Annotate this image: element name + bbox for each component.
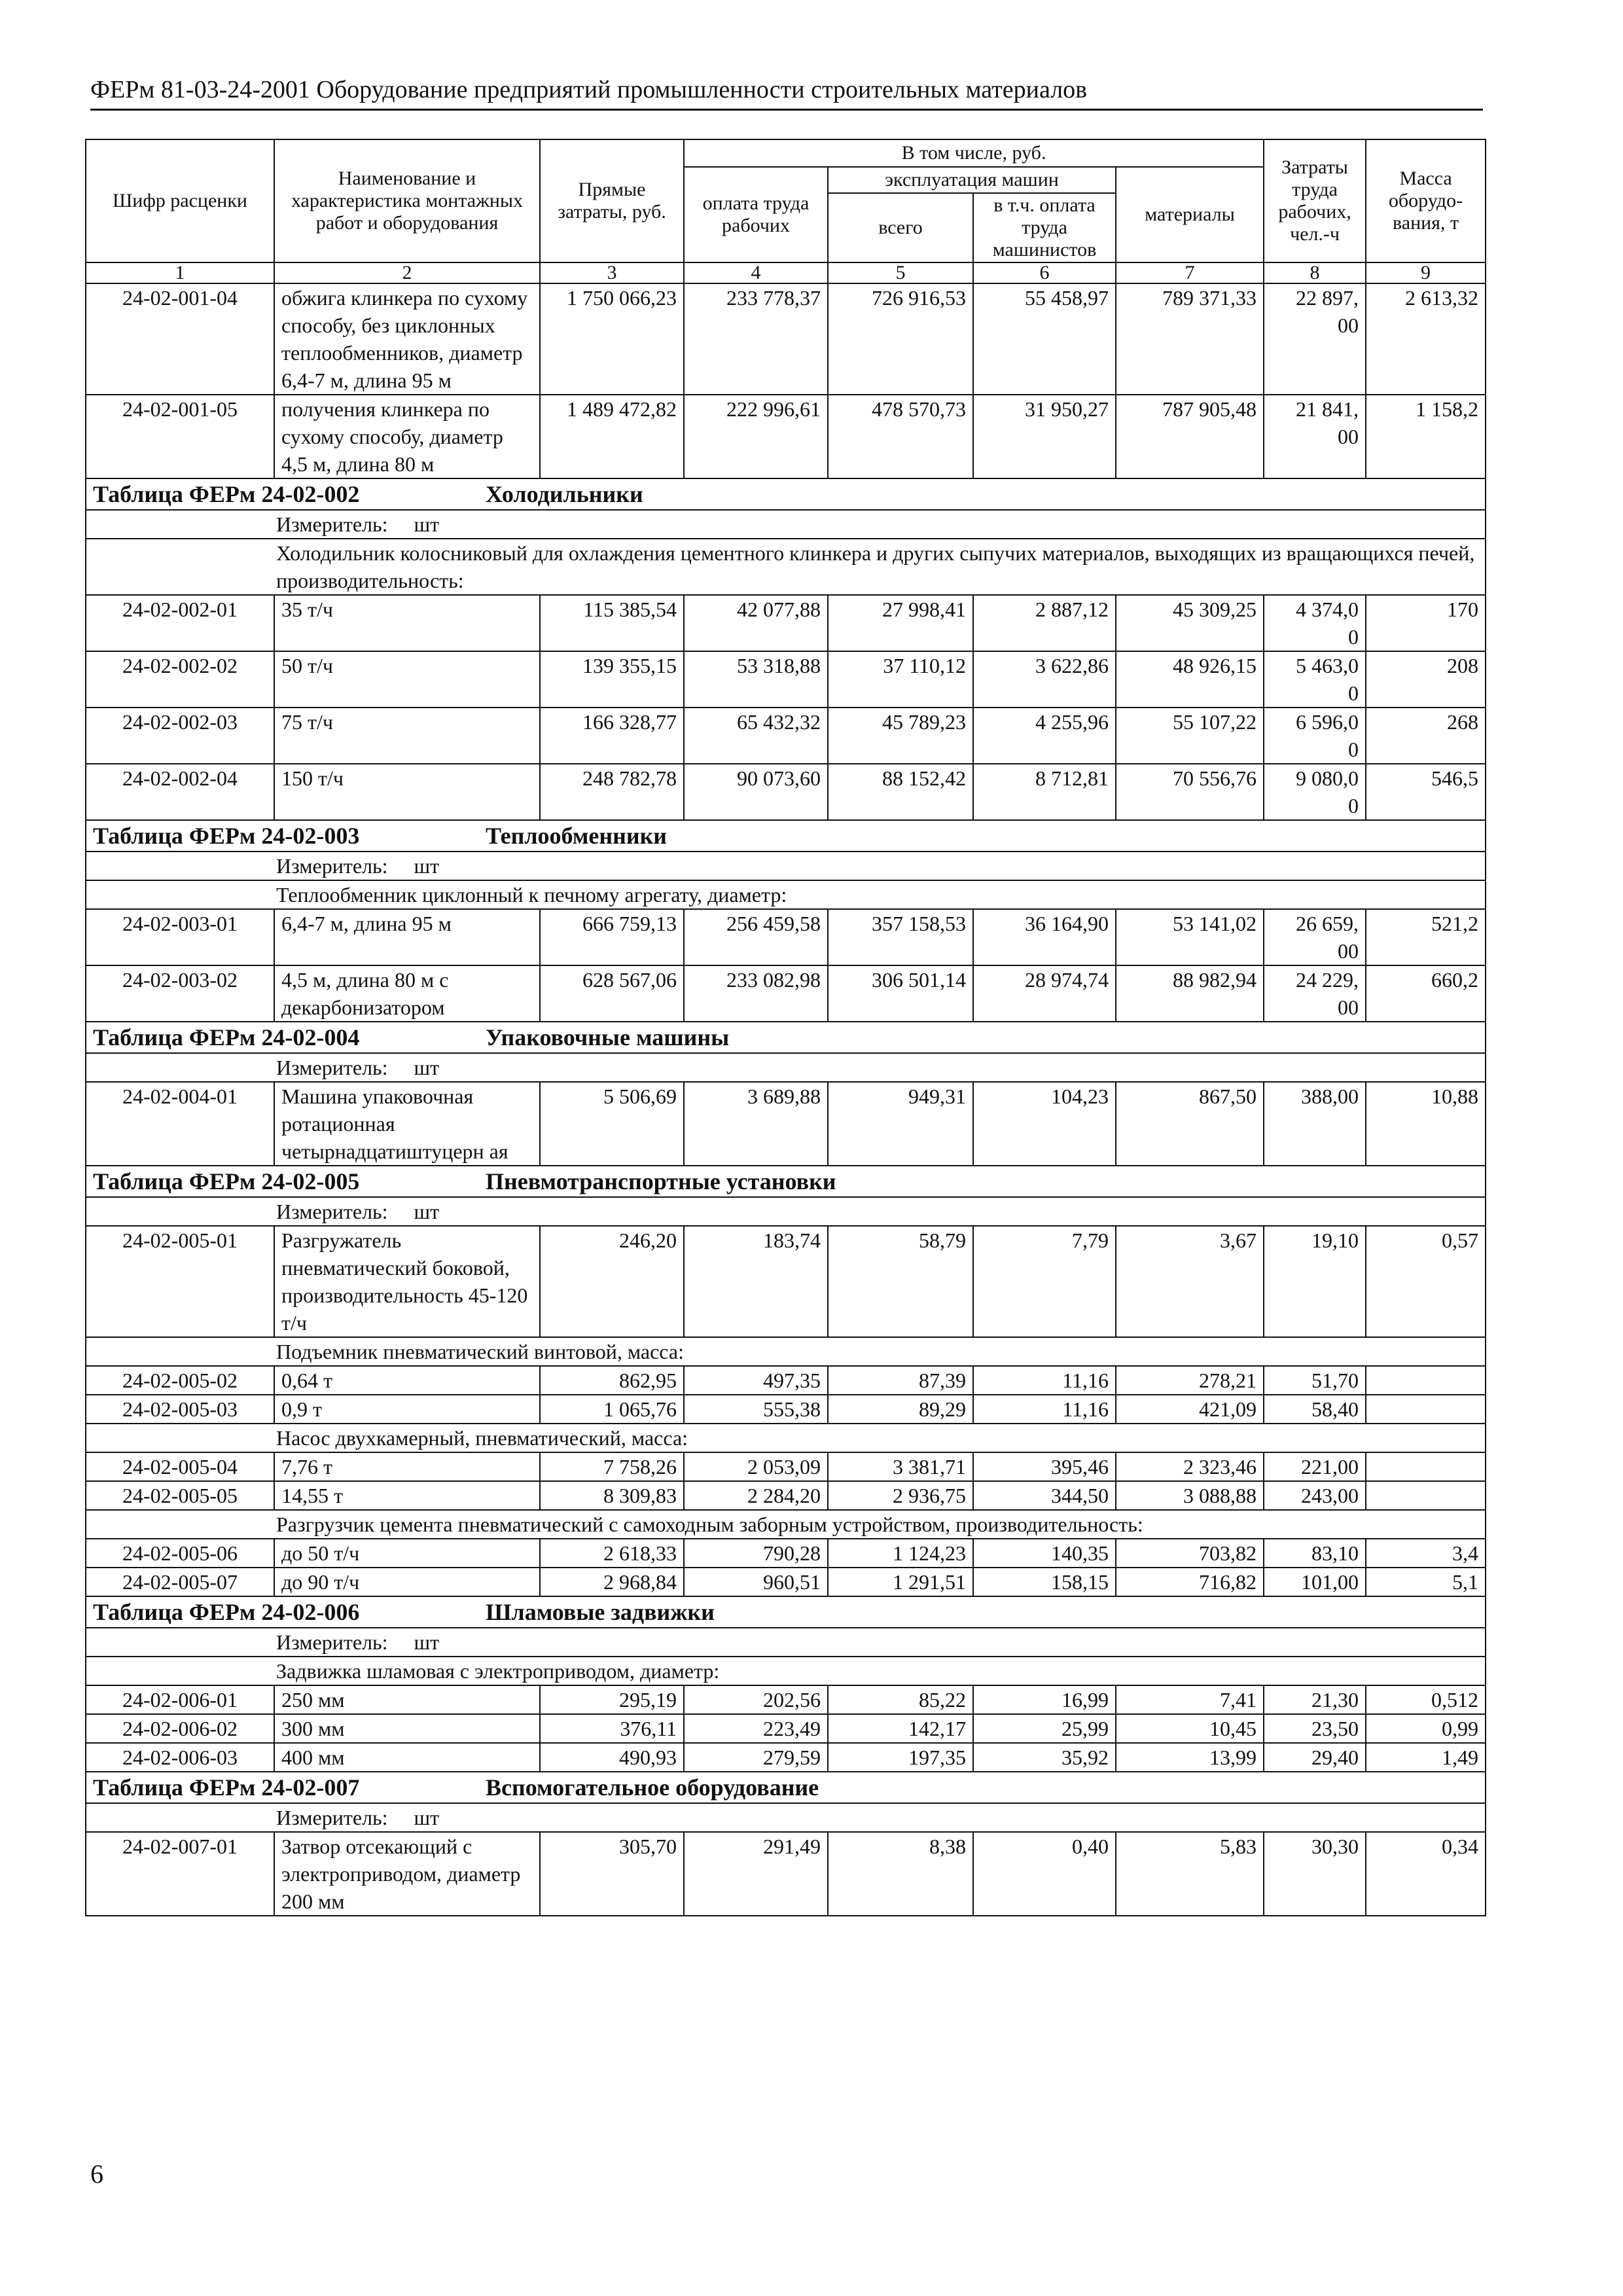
table-head: [86, 139, 1486, 283]
machines-total-cell: 87,39: [828, 1366, 973, 1395]
table-row: [86, 1743, 1486, 1772]
equipment-mass-cell: 0,512: [1366, 1685, 1486, 1714]
machines-total-cell: 949,31: [828, 1082, 973, 1166]
equipment-mass-cell: 3,4: [1366, 1539, 1486, 1568]
col-total-header: всего: [828, 193, 973, 262]
col-number: 1: [86, 262, 274, 283]
table-title: [86, 1772, 1486, 1803]
table-row: [86, 1568, 1486, 1596]
table-number: Таблица ФЕРм 24-02-003: [93, 823, 360, 849]
direct-costs-cell: 862,95: [540, 1366, 684, 1395]
work-name-cell: 400 мм: [274, 1743, 540, 1772]
unit-label: Измеритель:: [276, 854, 388, 878]
work-name-cell: 0,9 т: [274, 1395, 540, 1424]
unit-cell: [86, 510, 1486, 539]
labor-hours-cell: 4 374,0 0: [1264, 595, 1366, 651]
table-row: [86, 909, 1486, 965]
machines-total-cell: 27 998,41: [828, 595, 973, 651]
direct-costs-cell: 1 065,76: [540, 1395, 684, 1424]
work-name-cell: 150 т/ч: [274, 764, 540, 820]
direct-costs-cell: 376,11: [540, 1714, 684, 1743]
operators-wages-cell: 11,16: [973, 1395, 1116, 1424]
unit-label: Измеритель:: [276, 1056, 388, 1079]
direct-costs-cell: 139 355,15: [540, 651, 684, 708]
unit-row: [86, 1197, 1486, 1226]
table-row: [86, 1226, 1486, 1337]
work-name-cell: обжига клинкера по сухому способу, без циклонных теплообменников, диаметр 6,4-7 м, длина 95 м: [274, 283, 540, 395]
labor-hours-cell: 29,40: [1264, 1743, 1366, 1772]
labor-hours-cell: 388,00: [1264, 1082, 1366, 1166]
direct-costs-cell: 1 750 066,23: [540, 283, 684, 395]
rate-code-cell: 24-02-002-01: [86, 595, 274, 651]
table-number: Таблица ФЕРм 24-02-007: [93, 1774, 360, 1801]
wages-cell: 222 996,61: [684, 395, 828, 478]
unit-value: шт: [414, 1200, 440, 1223]
labor-hours-cell: 21,30: [1264, 1685, 1366, 1714]
table-number: Таблица ФЕРм 24-02-005: [93, 1168, 360, 1194]
operators-wages-cell: 2 887,12: [973, 595, 1116, 651]
rate-code-cell: 24-02-001-05: [86, 395, 274, 478]
equipment-mass-cell: [1366, 1481, 1486, 1510]
rate-code-cell: 24-02-003-01: [86, 909, 274, 965]
rate-code-cell: 24-02-002-02: [86, 651, 274, 708]
table-title-row: [86, 820, 1486, 852]
rate-code-cell: 24-02-006-02: [86, 1714, 274, 1743]
equipment-mass-cell: 0,57: [1366, 1226, 1486, 1337]
col-name-header: Наименование и характеристика монтажных работ и оборудования: [274, 139, 540, 262]
rate-code-cell: 24-02-006-03: [86, 1743, 274, 1772]
group-row: [86, 1510, 1486, 1539]
machines-total-cell: 85,22: [828, 1685, 973, 1714]
col-number: 8: [1264, 262, 1366, 283]
unit-label: Измеритель:: [276, 1630, 388, 1654]
materials-cell: 70 556,76: [1116, 764, 1264, 820]
direct-costs-cell: 295,19: [540, 1685, 684, 1714]
wages-cell: 960,51: [684, 1568, 828, 1596]
operators-wages-cell: 25,99: [973, 1714, 1116, 1743]
operators-wages-cell: 395,46: [973, 1452, 1116, 1481]
table-row: [86, 1832, 1486, 1916]
rate-code-cell: 24-02-004-01: [86, 1082, 274, 1166]
col-wages-header: оплата труда рабочих: [684, 167, 828, 262]
table-title-row: [86, 1022, 1486, 1053]
unit-label: Измеритель:: [276, 1200, 388, 1223]
table-row: [86, 1481, 1486, 1510]
table-title: [86, 1596, 1486, 1628]
machines-total-cell: 197,35: [828, 1743, 973, 1772]
unit-cell: [86, 1803, 1486, 1832]
unit-label: Измеритель:: [276, 512, 388, 536]
labor-hours-cell: 24 229, 00: [1264, 965, 1366, 1022]
unit-row: [86, 1628, 1486, 1657]
materials-cell: 10,45: [1116, 1714, 1264, 1743]
page-number: 6: [90, 2159, 103, 2189]
wages-cell: 183,74: [684, 1226, 828, 1337]
work-name-cell: 7,76 т: [274, 1452, 540, 1481]
machines-total-cell: 37 110,12: [828, 651, 973, 708]
col-machines-header: эксплуатация машин: [828, 167, 1116, 193]
materials-cell: 53 141,02: [1116, 909, 1264, 965]
table-title: [86, 1166, 1486, 1197]
direct-costs-cell: 8 309,83: [540, 1481, 684, 1510]
table-title-row: [86, 478, 1486, 510]
unit-row: [86, 510, 1486, 539]
labor-hours-cell: 51,70: [1264, 1366, 1366, 1395]
equipment-mass-cell: 1,49: [1366, 1743, 1486, 1772]
unit-value: шт: [414, 1056, 440, 1079]
machines-total-cell: 3 381,71: [828, 1452, 973, 1481]
materials-cell: 3 088,88: [1116, 1481, 1264, 1510]
table-name: Холодильники: [486, 481, 643, 507]
direct-costs-cell: 5 506,69: [540, 1082, 684, 1166]
table-row: [86, 1082, 1486, 1166]
col-number: 3: [540, 262, 684, 283]
unit-cell: [86, 1197, 1486, 1226]
col-labor-header: Затраты труда рабочих, чел.-ч: [1264, 139, 1366, 262]
col-number: 4: [684, 262, 828, 283]
wages-cell: 291,49: [684, 1832, 828, 1916]
group-row: [86, 1657, 1486, 1685]
operators-wages-cell: 35,92: [973, 1743, 1116, 1772]
operators-wages-cell: 140,35: [973, 1539, 1116, 1568]
work-name-cell: 14,55 т: [274, 1481, 540, 1510]
machines-total-cell: 478 570,73: [828, 395, 973, 478]
materials-cell: 421,09: [1116, 1395, 1264, 1424]
col-incl-header: В том числе, руб.: [684, 139, 1264, 167]
materials-cell: 13,99: [1116, 1743, 1264, 1772]
work-name-cell: 75 т/ч: [274, 708, 540, 764]
col-number: 5: [828, 262, 973, 283]
unit-label: Измеритель:: [276, 1806, 388, 1829]
labor-hours-cell: 5 463,0 0: [1264, 651, 1366, 708]
work-name-cell: 50 т/ч: [274, 651, 540, 708]
table-name: Упаковочные машины: [486, 1024, 730, 1050]
wages-cell: 279,59: [684, 1743, 828, 1772]
operators-wages-cell: 16,99: [973, 1685, 1116, 1714]
equipment-mass-cell: [1366, 1452, 1486, 1481]
direct-costs-cell: 166 328,77: [540, 708, 684, 764]
work-name-cell: до 50 т/ч: [274, 1539, 540, 1568]
table-title-row: [86, 1596, 1486, 1628]
operators-wages-cell: 8 712,81: [973, 764, 1116, 820]
unit-value: шт: [414, 1630, 440, 1654]
machines-total-cell: 45 789,23: [828, 708, 973, 764]
machines-total-cell: 1 291,51: [828, 1568, 973, 1596]
materials-cell: 787 905,48: [1116, 395, 1264, 478]
rate-code-cell: 24-02-005-02: [86, 1366, 274, 1395]
wages-cell: 497,35: [684, 1366, 828, 1395]
table-number: Таблица ФЕРм 24-02-002: [93, 481, 360, 507]
labor-hours-cell: 22 897, 00: [1264, 283, 1366, 395]
wages-cell: 233 778,37: [684, 283, 828, 395]
table-row: [86, 1366, 1486, 1395]
table-row: [86, 764, 1486, 820]
wages-cell: 555,38: [684, 1395, 828, 1424]
materials-cell: 45 309,25: [1116, 595, 1264, 651]
direct-costs-cell: 666 759,13: [540, 909, 684, 965]
table-body: [86, 283, 1486, 1916]
machines-total-cell: 357 158,53: [828, 909, 973, 965]
labor-hours-cell: 6 596,0 0: [1264, 708, 1366, 764]
unit-value: шт: [414, 512, 440, 536]
col-direct-header: Прямые затраты, руб.: [540, 139, 684, 262]
direct-costs-cell: 490,93: [540, 1743, 684, 1772]
labor-hours-cell: 58,40: [1264, 1395, 1366, 1424]
table-title-row: [86, 1166, 1486, 1197]
rate-code-cell: 24-02-005-07: [86, 1568, 274, 1596]
machines-total-cell: 726 916,53: [828, 283, 973, 395]
equipment-mass-cell: 2 613,32: [1366, 283, 1486, 395]
operators-wages-cell: 7,79: [973, 1226, 1116, 1337]
machines-total-cell: 8,38: [828, 1832, 973, 1916]
labor-hours-cell: 30,30: [1264, 1832, 1366, 1916]
direct-costs-cell: 115 385,54: [540, 595, 684, 651]
group-heading: Подъемник пневматический винтовой, масса:: [86, 1337, 1486, 1366]
rate-code-cell: 24-02-005-03: [86, 1395, 274, 1424]
operators-wages-cell: 3 622,86: [973, 651, 1116, 708]
col-number: 7: [1116, 262, 1264, 283]
materials-cell: 55 107,22: [1116, 708, 1264, 764]
rate-code-cell: 24-02-003-02: [86, 965, 274, 1022]
table-row: [86, 1685, 1486, 1714]
work-name-cell: 35 т/ч: [274, 595, 540, 651]
rate-code-cell: 24-02-005-06: [86, 1539, 274, 1568]
wages-cell: 2 053,09: [684, 1452, 828, 1481]
wages-cell: 233 082,98: [684, 965, 828, 1022]
unit-cell: [86, 1628, 1486, 1657]
col-operators-header: в т.ч. оплата труда машинистов: [973, 193, 1116, 262]
group-row: [86, 880, 1486, 909]
rate-code-cell: 24-02-005-01: [86, 1226, 274, 1337]
page-header: ФЕРм 81-03-24-2001 Оборудование предприятий промышленности строительных материалов: [90, 73, 1483, 111]
group-row: [86, 1337, 1486, 1366]
unit-row: [86, 1053, 1486, 1082]
materials-cell: 3,67: [1116, 1226, 1264, 1337]
rate-code-cell: 24-02-002-04: [86, 764, 274, 820]
labor-hours-cell: 243,00: [1264, 1481, 1366, 1510]
operators-wages-cell: 55 458,97: [973, 283, 1116, 395]
rate-code-cell: 24-02-005-04: [86, 1452, 274, 1481]
unit-cell: [86, 1053, 1486, 1082]
machines-total-cell: 1 124,23: [828, 1539, 973, 1568]
wages-cell: 3 689,88: [684, 1082, 828, 1166]
wages-cell: 65 432,32: [684, 708, 828, 764]
materials-cell: 5,83: [1116, 1832, 1264, 1916]
unit-value: шт: [414, 854, 440, 878]
operators-wages-cell: 28 974,74: [973, 965, 1116, 1022]
machines-total-cell: 58,79: [828, 1226, 973, 1337]
wages-cell: 790,28: [684, 1539, 828, 1568]
direct-costs-cell: 2 618,33: [540, 1539, 684, 1568]
wages-cell: 53 318,88: [684, 651, 828, 708]
operators-wages-cell: 0,40: [973, 1832, 1116, 1916]
work-name-cell: Машина упаковочная ротационная четырнадцатиштуцерн ая: [274, 1082, 540, 1166]
operators-wages-cell: 344,50: [973, 1481, 1116, 1510]
equipment-mass-cell: 268: [1366, 708, 1486, 764]
group-row: [86, 539, 1486, 595]
table-row: [86, 965, 1486, 1022]
equipment-mass-cell: 0,99: [1366, 1714, 1486, 1743]
table-row: [86, 395, 1486, 478]
operators-wages-cell: 158,15: [973, 1568, 1116, 1596]
equipment-mass-cell: 170: [1366, 595, 1486, 651]
group-heading: Задвижка шламовая с электроприводом, диаметр:: [86, 1657, 1486, 1685]
equipment-mass-cell: 521,2: [1366, 909, 1486, 965]
table-number: Таблица ФЕРм 24-02-006: [93, 1599, 360, 1625]
group-heading: Теплообменник циклонный к печному агрегату, диаметр:: [86, 880, 1486, 909]
work-name-cell: Разгружатель пневматический боковой, производительность 45-120 т/ч: [274, 1226, 540, 1337]
equipment-mass-cell: 5,1: [1366, 1568, 1486, 1596]
equipment-mass-cell: 546,5: [1366, 764, 1486, 820]
work-name-cell: 0,64 т: [274, 1366, 540, 1395]
table-name: Теплообменники: [486, 823, 668, 849]
direct-costs-cell: 1 489 472,82: [540, 395, 684, 478]
table-row: [86, 283, 1486, 395]
wages-cell: 256 459,58: [684, 909, 828, 965]
labor-hours-cell: 23,50: [1264, 1714, 1366, 1743]
col-number: 6: [973, 262, 1116, 283]
unit-row: [86, 1803, 1486, 1832]
table-name: Шламовые задвижки: [486, 1599, 715, 1625]
table-row: [86, 651, 1486, 708]
table-row: [86, 1539, 1486, 1568]
col-number: 9: [1366, 262, 1486, 283]
wages-cell: 202,56: [684, 1685, 828, 1714]
materials-cell: 7,41: [1116, 1685, 1264, 1714]
col-materials-header: материалы: [1116, 167, 1264, 262]
operators-wages-cell: 11,16: [973, 1366, 1116, 1395]
direct-costs-cell: 305,70: [540, 1832, 684, 1916]
table-row: [86, 1452, 1486, 1481]
wages-cell: 2 284,20: [684, 1481, 828, 1510]
rate-code-cell: 24-02-002-03: [86, 708, 274, 764]
materials-cell: 2 323,46: [1116, 1452, 1264, 1481]
equipment-mass-cell: 0,34: [1366, 1832, 1486, 1916]
equipment-mass-cell: [1366, 1395, 1486, 1424]
materials-cell: 703,82: [1116, 1539, 1264, 1568]
labor-hours-cell: 21 841, 00: [1264, 395, 1366, 478]
table-title: [86, 478, 1486, 510]
materials-cell: 48 926,15: [1116, 651, 1264, 708]
direct-costs-cell: 628 567,06: [540, 965, 684, 1022]
materials-cell: 278,21: [1116, 1366, 1264, 1395]
rate-code-cell: 24-02-006-01: [86, 1685, 274, 1714]
rates-table: [85, 139, 1486, 1916]
direct-costs-cell: 2 968,84: [540, 1568, 684, 1596]
table-row: [86, 1395, 1486, 1424]
table-title: [86, 820, 1486, 852]
col-number: 2: [274, 262, 540, 283]
rate-code-cell: 24-02-001-04: [86, 283, 274, 395]
rate-code-cell: 24-02-007-01: [86, 1832, 274, 1916]
direct-costs-cell: 248 782,78: [540, 764, 684, 820]
table-title-row: [86, 1772, 1486, 1803]
operators-wages-cell: 4 255,96: [973, 708, 1116, 764]
machines-total-cell: 306 501,14: [828, 965, 973, 1022]
work-name-cell: Затвор отсекающий с электроприводом, диаметр 200 мм: [274, 1832, 540, 1916]
table-number: Таблица ФЕРм 24-02-004: [93, 1024, 360, 1050]
work-name-cell: 6,4-7 м, длина 95 м: [274, 909, 540, 965]
machines-total-cell: 88 152,42: [828, 764, 973, 820]
labor-hours-cell: 221,00: [1264, 1452, 1366, 1481]
wages-cell: 223,49: [684, 1714, 828, 1743]
equipment-mass-cell: 1 158,2: [1366, 395, 1486, 478]
operators-wages-cell: 36 164,90: [973, 909, 1116, 965]
machines-total-cell: 89,29: [828, 1395, 973, 1424]
equipment-mass-cell: 10,88: [1366, 1082, 1486, 1166]
materials-cell: 88 982,94: [1116, 965, 1264, 1022]
operators-wages-cell: 31 950,27: [973, 395, 1116, 478]
unit-value: шт: [414, 1806, 440, 1829]
table-name: Пневмотранспортные установки: [486, 1168, 836, 1194]
group-heading: Холодильник колосниковый для охлаждения цементного клинкера и других сыпучих материалов, выходящих из вращающихся печей, производительность:: [86, 539, 1486, 595]
operators-wages-cell: 104,23: [973, 1082, 1116, 1166]
column-numbers-row: [86, 262, 1486, 283]
work-name-cell: 4,5 м, длина 80 м с декарбонизатором: [274, 965, 540, 1022]
unit-cell: [86, 852, 1486, 880]
group-heading: Насос двухкамерный, пневматический, масса:: [86, 1424, 1486, 1452]
labor-hours-cell: 101,00: [1264, 1568, 1366, 1596]
labor-hours-cell: 19,10: [1264, 1226, 1366, 1337]
table-row: [86, 1714, 1486, 1743]
materials-cell: 716,82: [1116, 1568, 1264, 1596]
equipment-mass-cell: [1366, 1366, 1486, 1395]
table-name: Вспомогательное оборудование: [486, 1774, 819, 1801]
direct-costs-cell: 7 758,26: [540, 1452, 684, 1481]
work-name-cell: до 90 т/ч: [274, 1568, 540, 1596]
table-title: [86, 1022, 1486, 1053]
col-mass-header: Масса оборудо-вания, т: [1366, 139, 1486, 262]
machines-total-cell: 2 936,75: [828, 1481, 973, 1510]
work-name-cell: получения клинкера по сухому способу, диаметр 4,5 м, длина 80 м: [274, 395, 540, 478]
work-name-cell: 250 мм: [274, 1685, 540, 1714]
rate-code-cell: 24-02-005-05: [86, 1481, 274, 1510]
machines-total-cell: 142,17: [828, 1714, 973, 1743]
labor-hours-cell: 83,10: [1264, 1539, 1366, 1568]
group-heading: Разгрузчик цемента пневматический с самоходным заборным устройством, производительность:: [86, 1510, 1486, 1539]
col-code-header: Шифр расценки: [86, 139, 274, 262]
table-row: [86, 708, 1486, 764]
wages-cell: 90 073,60: [684, 764, 828, 820]
wages-cell: 42 077,88: [684, 595, 828, 651]
table-row: [86, 595, 1486, 651]
labor-hours-cell: 26 659, 00: [1264, 909, 1366, 965]
equipment-mass-cell: 660,2: [1366, 965, 1486, 1022]
labor-hours-cell: 9 080,0 0: [1264, 764, 1366, 820]
materials-cell: 867,50: [1116, 1082, 1264, 1166]
work-name-cell: 300 мм: [274, 1714, 540, 1743]
unit-row: [86, 852, 1486, 880]
group-row: [86, 1424, 1486, 1452]
equipment-mass-cell: 208: [1366, 651, 1486, 708]
materials-cell: 789 371,33: [1116, 283, 1264, 395]
direct-costs-cell: 246,20: [540, 1226, 684, 1337]
